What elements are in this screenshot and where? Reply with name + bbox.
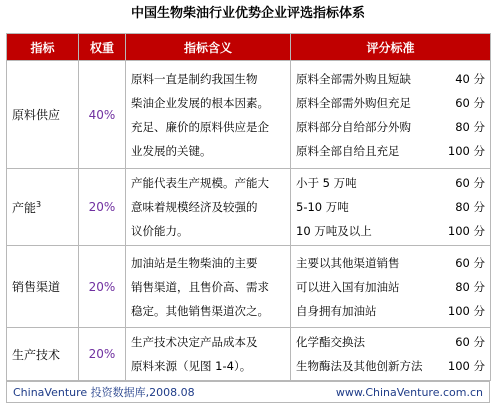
meaning-line: 加油站是生物柴油的主要 (131, 255, 258, 270)
source-note: ChinaVenture 投资数据库,2008.08 (13, 386, 195, 399)
criterion-text: 原料全部自给且充足 (296, 143, 400, 158)
indicator-weight: 20% (79, 169, 126, 246)
criterion-line (296, 67, 485, 91)
meaning-line: 原料一直是制约我国生物 (131, 71, 258, 86)
criterion-score: 60 分 (455, 176, 485, 190)
page-title: 中国生物柴油行业优势企业评选指标体系 (130, 6, 365, 21)
header-weight: 权重 (79, 34, 126, 61)
scoring-criteria (291, 169, 491, 246)
scoring-criteria (291, 328, 491, 381)
criterion-text: 可以进入国有加油站 (296, 279, 400, 294)
header-indicator: 指标 (7, 34, 79, 61)
indicator-name-text: 产能 (12, 200, 37, 215)
meaning-line: 议价能力。 (131, 224, 189, 238)
indicator-weight: 40% (79, 61, 126, 169)
indicator-name-text: 生产技术 (12, 347, 61, 362)
criterion-text: 原料全部需外购但充足 (296, 95, 411, 110)
criterion-text: 原料部分自给部分外购 (296, 119, 411, 134)
table-row (7, 169, 491, 246)
criterion-score: 80 分 (455, 119, 485, 134)
meaning-line: 意味着规模经济及较强的 (131, 200, 258, 214)
criterion-score: 80 分 (455, 279, 485, 294)
criterion-line (296, 171, 485, 195)
meaning-line: 柴油企业发展的根本因素。 (131, 95, 269, 110)
indicator-name (7, 328, 79, 381)
criterion-line (296, 299, 485, 323)
criterion-score: 60 分 (455, 255, 485, 270)
criterion-line (296, 330, 485, 354)
meaning-line: 充足、廉价的原料供应是企 (131, 119, 269, 134)
indicator-weight: 20% (79, 246, 126, 328)
criterion-text: 主要以其他渠道销售 (296, 255, 400, 270)
table-row (7, 61, 491, 169)
criterion-line (296, 195, 485, 219)
criterion-score: 60 分 (455, 95, 485, 110)
table-row (7, 246, 491, 328)
footnote-marker: 3 (36, 199, 42, 209)
criterion-score: 60 分 (455, 335, 485, 349)
scoring-criteria (291, 61, 491, 169)
header-meaning: 指标含义 (126, 34, 291, 61)
criterion-text: 生物酶法及其他创新方法 (296, 359, 423, 373)
criterion-line (296, 115, 485, 139)
indicator-name (7, 169, 79, 246)
indicator-meaning (126, 169, 291, 246)
criterion-score: 100 分 (447, 143, 485, 158)
meaning-line: 销售渠道，且售价高、需求 (131, 279, 269, 294)
criterion-text: 5-10 万吨 (296, 200, 349, 214)
indicator-meaning (126, 61, 291, 169)
source-footer (6, 381, 490, 403)
criterion-line (296, 275, 485, 299)
table-header-row (7, 34, 491, 61)
indicator-name-text: 销售渠道 (12, 280, 61, 294)
indicator-name-text: 原料供应 (12, 108, 61, 122)
criterion-text: 化学酯交换法 (296, 335, 365, 349)
criterion-line (296, 354, 485, 378)
criterion-text: 自身拥有加油站 (296, 303, 377, 318)
criterion-score: 40 分 (455, 71, 485, 86)
meaning-line: 业发展的关键。 (131, 143, 212, 158)
meaning-line: 稳定。其他销售渠道次之。 (131, 303, 269, 318)
meaning-line: 原料来源（见图 1-4）。 (131, 359, 252, 373)
table-row (7, 328, 491, 381)
criterion-score: 80 分 (455, 200, 485, 214)
criterion-line (296, 91, 485, 115)
criterion-score: 100 分 (447, 224, 485, 238)
meaning-line: 产能代表生产规模。产能大 (131, 176, 269, 190)
criterion-text: 10 万吨及以上 (296, 224, 372, 238)
scoring-criteria (291, 246, 491, 328)
indicator-meaning (126, 328, 291, 381)
header-criteria: 评分标准 (291, 34, 491, 61)
criterion-score: 100 分 (447, 359, 485, 373)
website-link[interactable]: www.ChinaVenture.com.cn (335, 385, 483, 399)
indicator-name (7, 61, 79, 169)
indicator-weight: 20% (79, 328, 126, 381)
criterion-line (296, 251, 485, 275)
criterion-text: 原料全部需外购且短缺 (296, 71, 411, 86)
criterion-text: 小于 5 万吨 (296, 176, 357, 190)
criterion-line (296, 219, 485, 243)
indicator-meaning (126, 246, 291, 328)
indicator-table (6, 33, 491, 381)
indicator-name (7, 246, 79, 328)
meaning-line: 生产技术决定产品成本及 (131, 335, 258, 349)
criterion-line (296, 139, 485, 163)
criterion-score: 100 分 (447, 303, 485, 318)
